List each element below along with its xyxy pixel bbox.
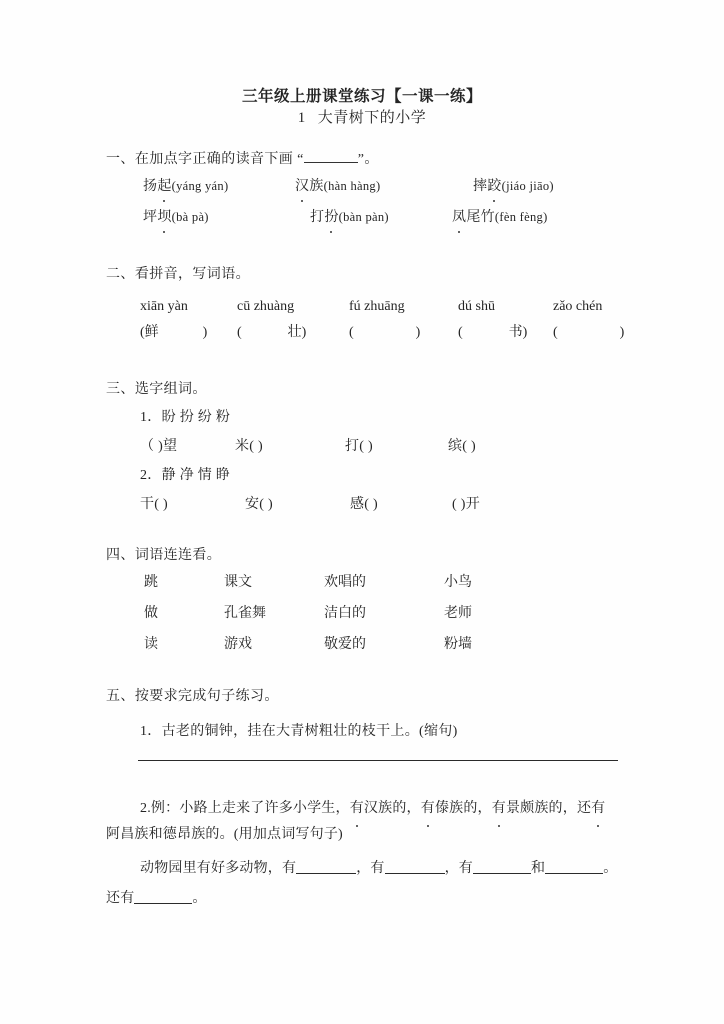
word-prefix: 摔 bbox=[473, 179, 488, 194]
pinyin-choices[interactable]: (bà pà) bbox=[171, 210, 209, 224]
section-2-prefix: 二、 bbox=[106, 267, 135, 282]
match-item[interactable]: 小鸟 bbox=[444, 575, 472, 590]
question-text: 古老的铜钟，挂在大青树粗壮的枝干上。(缩句) bbox=[161, 724, 458, 739]
pronunciation-item[interactable] bbox=[452, 207, 548, 228]
word-suffix: 族 bbox=[309, 179, 324, 194]
answer-text: 。 bbox=[603, 861, 618, 876]
section-1-text: 在加点字正确的读音下画 “ bbox=[134, 152, 304, 167]
word-answer-slot[interactable] bbox=[237, 323, 306, 343]
dotted-char: 起 bbox=[157, 177, 171, 197]
section-1-suffix: ”。 bbox=[357, 152, 379, 167]
word-answer-slot[interactable] bbox=[458, 323, 527, 343]
answer-text: 动物园里有好多动物，有 bbox=[140, 861, 297, 876]
question-number: 2. bbox=[140, 801, 151, 816]
dotted-char: 跤 bbox=[487, 177, 501, 197]
word-answer-slot[interactable] bbox=[349, 323, 420, 343]
pinyin-group: xiān yàn bbox=[140, 299, 188, 314]
dotted-char: 凤 bbox=[452, 208, 466, 228]
word-prefix: 打 bbox=[310, 210, 325, 225]
paren-open: ( bbox=[458, 325, 463, 340]
lesson-title-line bbox=[0, 108, 724, 129]
filled-char: 书 bbox=[508, 325, 523, 340]
section-5-text: 按要求完成句子练习。 bbox=[134, 689, 279, 704]
group-number: 1． bbox=[140, 410, 162, 425]
word-suffix: 尾竹 bbox=[466, 210, 495, 225]
worksheet-title: 三年级上册课堂练习【一课一练】 bbox=[241, 88, 482, 105]
word-prefix: 坪 bbox=[143, 210, 158, 225]
match-item[interactable]: 孔雀舞 bbox=[224, 606, 266, 621]
fill-in-answer-line-1[interactable] bbox=[140, 856, 640, 882]
section-1-heading bbox=[106, 150, 379, 170]
char-slot[interactable]: ( )开 bbox=[452, 497, 481, 512]
word-answer-slot[interactable] bbox=[140, 323, 207, 343]
fill-blank[interactable] bbox=[473, 873, 531, 874]
paren-close: ) bbox=[415, 325, 421, 340]
paren-open: ( bbox=[237, 325, 242, 340]
section-4-text: 词语连连看。 bbox=[134, 548, 222, 563]
pronunciation-item[interactable] bbox=[310, 207, 389, 228]
sentence-question-2 bbox=[140, 796, 640, 822]
match-item[interactable]: 做 bbox=[144, 606, 158, 621]
paren-close: ) bbox=[202, 325, 208, 340]
paren-close: ) bbox=[301, 325, 307, 340]
pronunciation-item[interactable] bbox=[143, 176, 228, 197]
candidate-chars: 盼 扮 纷 粉 bbox=[161, 410, 231, 425]
pinyin-choices[interactable]: (yáng yán) bbox=[171, 179, 229, 193]
word-prefix: 扬 bbox=[143, 179, 158, 194]
pinyin-choices[interactable]: (bàn pàn) bbox=[338, 210, 389, 224]
sentence-question-1 bbox=[140, 722, 458, 742]
section-3-heading bbox=[106, 380, 207, 400]
pinyin-group: dú shū bbox=[458, 299, 495, 314]
paren-close: ) bbox=[619, 325, 625, 340]
char-slot[interactable]: 打( ) bbox=[345, 439, 374, 454]
char-slot[interactable]: 米( ) bbox=[235, 439, 264, 454]
answer-text: 还有 bbox=[106, 891, 135, 906]
answer-text: ，有 bbox=[444, 861, 474, 876]
dotted-char: 有 bbox=[421, 796, 435, 822]
dotted-char: 有 bbox=[492, 796, 506, 822]
example-text: 景颇族的，还 bbox=[505, 801, 592, 816]
fill-blank[interactable] bbox=[134, 903, 192, 904]
fill-blank[interactable] bbox=[545, 873, 603, 874]
section-4-heading bbox=[106, 546, 221, 566]
paren-close: ) bbox=[522, 325, 528, 340]
match-item[interactable]: 课文 bbox=[224, 575, 252, 590]
section-3-prefix: 三、 bbox=[106, 382, 135, 397]
pronunciation-item[interactable] bbox=[295, 176, 380, 197]
example-text: 小路上走来了许多小学生， bbox=[179, 801, 350, 816]
fill-blank[interactable] bbox=[385, 873, 445, 874]
dotted-char: 坝 bbox=[157, 208, 171, 228]
section-1-prefix: 一、 bbox=[106, 152, 135, 167]
dotted-char: 有 bbox=[350, 796, 364, 822]
answer-text: 。 bbox=[192, 891, 207, 906]
group-number: 2． bbox=[140, 468, 162, 483]
page-title bbox=[0, 86, 724, 129]
question-number: 1． bbox=[140, 724, 162, 739]
example-text: 汉族的， bbox=[363, 801, 421, 816]
pinyin-group: fú zhuāng bbox=[349, 299, 405, 314]
match-item[interactable]: 游戏 bbox=[224, 637, 252, 652]
paren-open: ( bbox=[553, 325, 558, 340]
pinyin-choices[interactable]: (fèn fèng) bbox=[494, 210, 548, 224]
section-5-heading bbox=[106, 687, 279, 707]
fill-blank[interactable] bbox=[296, 873, 356, 874]
lesson-number: 1 bbox=[297, 110, 306, 126]
filled-char: 壮 bbox=[287, 325, 302, 340]
char-slot[interactable]: 干( ) bbox=[140, 497, 169, 512]
char-choice-group bbox=[140, 408, 230, 428]
match-item[interactable]: 老师 bbox=[444, 606, 472, 621]
section-5-prefix: 五、 bbox=[106, 689, 135, 704]
match-item[interactable]: 跳 bbox=[144, 575, 158, 590]
fill-in-answer-line-2[interactable] bbox=[106, 886, 506, 912]
char-slot[interactable]: 感( ) bbox=[350, 497, 379, 512]
char-slot[interactable]: （ )望 bbox=[140, 439, 178, 454]
match-item[interactable]: 敬爱的 bbox=[324, 637, 366, 652]
char-slot[interactable]: 缤( ) bbox=[448, 439, 477, 454]
lesson-name: 大青树下的小学 bbox=[317, 110, 427, 126]
answer-text: ，有 bbox=[356, 861, 385, 876]
pronunciation-item[interactable] bbox=[143, 207, 209, 228]
match-item[interactable]: 读 bbox=[144, 637, 158, 652]
dotted-char: 有 bbox=[591, 796, 605, 822]
match-item[interactable]: 粉墙 bbox=[444, 637, 472, 652]
char-slot[interactable]: 安( ) bbox=[245, 497, 274, 512]
section-3-text: 选字组词。 bbox=[134, 382, 207, 397]
char-choice-group bbox=[140, 466, 230, 486]
example-line-2: 阿昌族和德昂族的。(用加点词写句子) bbox=[106, 827, 343, 842]
match-item[interactable]: 洁白的 bbox=[324, 606, 366, 621]
section-2-heading bbox=[106, 265, 250, 285]
pinyin-group: zǎo chén bbox=[553, 299, 603, 314]
section-2-text: 看拼音，写词语。 bbox=[134, 267, 251, 282]
dotted-char: 汉 bbox=[295, 177, 309, 197]
filled-char: 鲜 bbox=[144, 325, 159, 340]
word-answer-slot[interactable] bbox=[553, 323, 624, 343]
pronunciation-item[interactable] bbox=[473, 176, 554, 197]
example-label: 例： bbox=[150, 801, 180, 816]
paren-open: ( bbox=[140, 325, 145, 340]
pinyin-group: cū zhuàng bbox=[237, 299, 295, 314]
section-4-prefix: 四、 bbox=[106, 548, 135, 563]
pinyin-choices[interactable]: (jiáo jiāo) bbox=[501, 179, 554, 193]
pinyin-choices[interactable]: (hàn hàng) bbox=[323, 179, 381, 193]
heading-underline-blank bbox=[304, 150, 358, 163]
example-text: 傣族的， bbox=[434, 801, 492, 816]
answer-text: 和 bbox=[531, 861, 546, 876]
match-item[interactable]: 欢唱的 bbox=[324, 575, 366, 590]
paren-open: ( bbox=[349, 325, 354, 340]
answer-write-line[interactable] bbox=[138, 760, 618, 761]
dotted-char: 扮 bbox=[324, 208, 338, 228]
candidate-chars: 静 净 情 睁 bbox=[161, 468, 231, 483]
